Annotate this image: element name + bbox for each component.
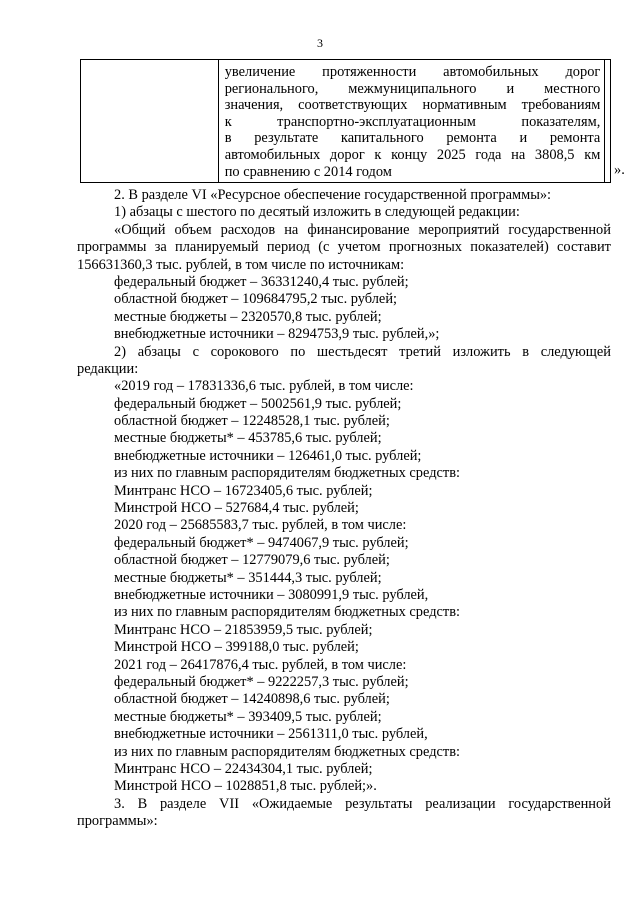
continuation-table (80, 59, 611, 183)
paragraph-line: 2020 год – 25685583,7 тыс. рублей, в том числе: (114, 517, 407, 534)
document-body (77, 187, 611, 830)
paragraph-line: местные бюджеты* – 453785,6 тыс. рублей; (114, 430, 382, 447)
table-row (81, 60, 611, 183)
paragraph-line: редакции: (77, 360, 139, 377)
table-text-line: в результате капитального ремонта и ремонта (224, 130, 601, 147)
page-number: 3 (317, 36, 323, 50)
paragraph-line: областной бюджет – 12779079,6 тыс. рублей; (114, 552, 390, 569)
paragraph-line: федеральный бюджет – 36331240,4 тыс. рублей; (114, 273, 409, 290)
table-cell-narrow (605, 60, 611, 183)
paragraph-line: местные бюджеты* – 351444,3 тыс. рублей; (114, 569, 382, 586)
paragraph-line: Минтранс НСО – 21853959,5 тыс. рублей; (114, 621, 373, 638)
paragraph-line: 2) абзацы с сорокового по шестьдесят третий изложить в следующей (114, 343, 611, 360)
paragraph-line: Минтранс НСО – 22434304,1 тыс. рублей; (114, 760, 373, 777)
paragraph-line: Минстрой НСО – 1028851,8 тыс. рублей;». (114, 778, 377, 795)
paragraph-line: 3. В разделе VII «Ожидаемые результаты реализации государственной (114, 795, 611, 812)
paragraph-line: внебюджетные источники – 126461,0 тыс. рублей; (114, 447, 422, 464)
paragraph-line: «2019 год – 17831336,6 тыс. рублей, в том числе: (114, 378, 414, 395)
paragraph-line: «Общий объем расходов на финансирование мероприятий государственной (114, 221, 611, 238)
paragraph-line: Минстрой НСО – 527684,4 тыс. рублей; (114, 500, 359, 517)
paragraph-line: областной бюджет – 109684795,2 тыс. рублей; (114, 291, 398, 308)
paragraph-line: областной бюджет – 12248528,1 тыс. рублей; (114, 413, 390, 430)
table-text-line: значения, соответствующих нормативным требованиям (224, 97, 601, 114)
table-text-line: автомобильных дорог к концу 2025 года на 3808,5 км (224, 146, 601, 163)
paragraph-line: из них по главным распорядителям бюджетных средств: (114, 604, 460, 621)
table-text-line: к транспортно-эксплуатационным показателям, (224, 113, 601, 130)
table-text-line: увеличение протяженности автомобильных дорог (224, 64, 601, 80)
table-text-line: регионального, межмуниципального и местного (224, 80, 601, 97)
closing-quote: ». (614, 162, 625, 178)
paragraph-line: программы»: (77, 813, 158, 830)
paragraph-line: Минтранс НСО – 16723405,6 тыс. рублей; (114, 482, 373, 499)
paragraph-line: местные бюджеты – 2320570,8 тыс. рублей; (114, 308, 382, 325)
paragraph-line: федеральный бюджет* – 9474067,9 тыс. рублей; (114, 534, 409, 551)
paragraph-line: 156631360,3 тыс. рублей, в том числе по источникам: (77, 256, 405, 273)
paragraph-line: 1) абзацы с шестого по десятый изложить в следующей редакции: (114, 204, 520, 221)
table-text-line: по сравнению с 2014 годом (224, 163, 392, 180)
paragraph-line: 2. В разделе VI «Ресурсное обеспечение государственной программы»: (114, 187, 552, 203)
paragraph-line: из них по главным распорядителям бюджетных средств: (114, 743, 460, 760)
paragraph-line: из них по главным распорядителям бюджетных средств: (114, 465, 460, 482)
table-cell-empty (81, 60, 219, 183)
paragraph-line: 2021 год – 26417876,4 тыс. рублей, в том числе: (114, 656, 407, 673)
table-cell-text (218, 60, 605, 183)
paragraph-line: внебюджетные источники – 2561311,0 тыс. рублей, (114, 726, 428, 743)
paragraph-line: внебюджетные источники – 3080991,9 тыс. рублей, (114, 586, 429, 603)
paragraph-line: федеральный бюджет – 5002561,9 тыс. рублей; (114, 395, 402, 412)
paragraph-line: областной бюджет – 14240898,6 тыс. рублей; (114, 691, 390, 708)
paragraph-line: федеральный бюджет* – 9222257,3 тыс. рублей; (114, 673, 409, 690)
paragraph-line: Минстрой НСО – 399188,0 тыс. рублей; (114, 639, 359, 656)
paragraph-line: внебюджетные источники – 8294753,9 тыс. рублей,»; (114, 326, 440, 343)
paragraph-line: местные бюджеты* – 393409,5 тыс. рублей; (114, 708, 382, 725)
paragraph-line: программы за планируемый период (с учетом прогнозных показателей) составит (77, 239, 611, 256)
